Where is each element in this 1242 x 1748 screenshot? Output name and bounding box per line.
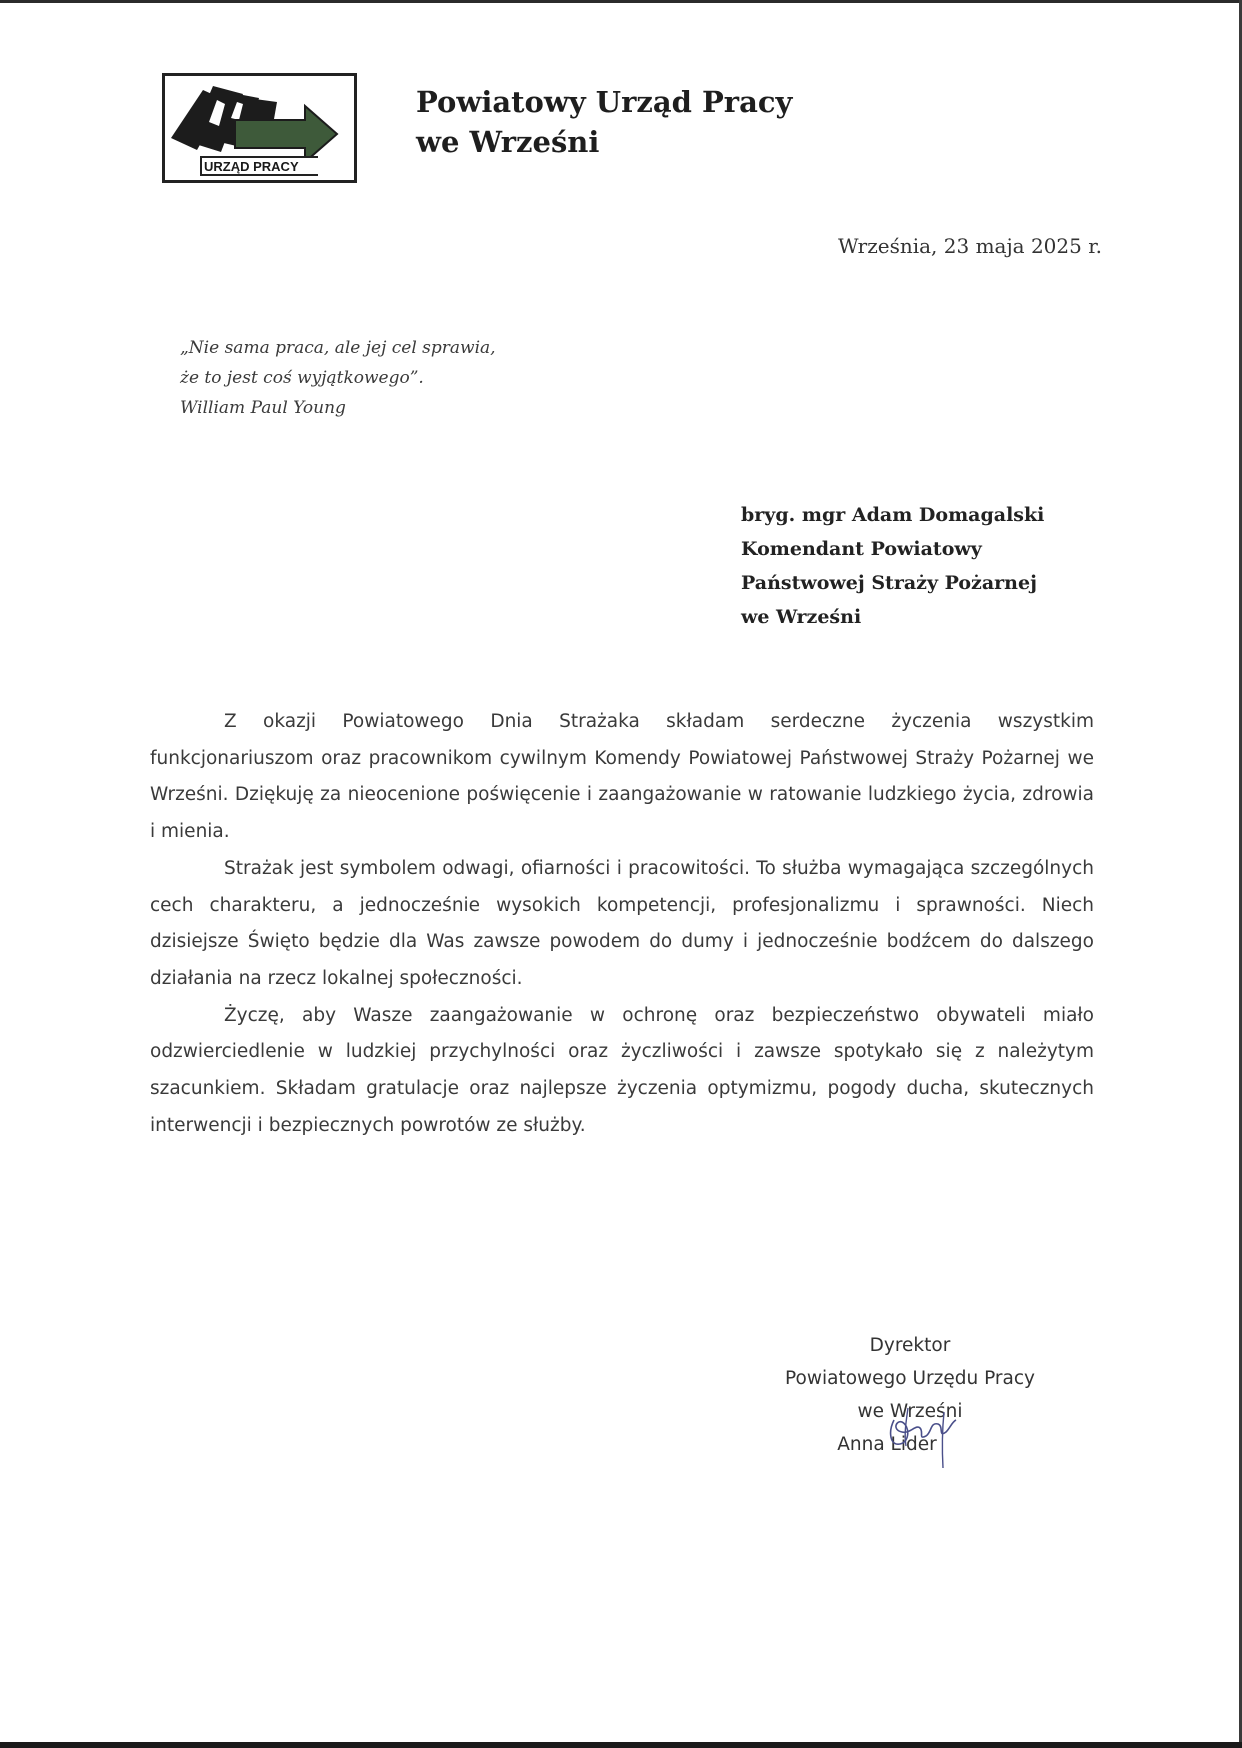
motto-line: że to jest coś wyjątkowego”. bbox=[180, 368, 424, 388]
recipient-address bbox=[741, 498, 1044, 634]
organization-title bbox=[416, 82, 792, 162]
motto-author: William Paul Young bbox=[180, 398, 346, 418]
org-title-line1: Powiatowy Urząd Pracy bbox=[416, 85, 793, 119]
recipient-line: bryg. mgr Adam Domagalski bbox=[741, 504, 1045, 526]
letter-date: Września, 23 maja 2025 r. bbox=[838, 234, 1102, 258]
body-paragraph: Życzę, aby Wasze zaangażowanie w ochronę oraz bezpieczeństwo obywateli miało odzwierciedlenie w ludzkiej przychylności oraz życzliwości i zawsze spotykało się z należytym szacunkiem. Składam gratulacje oraz najlepsze życzenia optymizmu, pogody ducha, skutecznych interwencji i bezpiecznych powrotów ze służby. bbox=[150, 1004, 1094, 1136]
scan-edge-bottom bbox=[0, 1742, 1242, 1748]
recipient-line: Państwowej Straży Pożarnej bbox=[741, 572, 1037, 594]
org-title-line2: we Wrześni bbox=[416, 125, 600, 159]
motto-quote bbox=[180, 333, 496, 423]
handwritten-signature-icon bbox=[880, 1402, 962, 1472]
recipient-line: Komendant Powiatowy bbox=[741, 538, 982, 560]
body-paragraph: Z okazji Powiatowego Dnia Strażaka składam serdeczne życzenia wszystkim funkcjonariuszom oraz pracownikom cywilnym Komendy Powiatowej Państwowej Straży Pożarnej we Wrześni. Dziękuję za nieocenione poświęcenie i zaangażowanie w ratowanie ludzkiego życia, zdrowia i mienia. bbox=[150, 711, 1094, 843]
office-logo bbox=[162, 73, 357, 183]
scan-edge-top bbox=[0, 0, 1242, 3]
signature-title: Dyrektor bbox=[869, 1335, 951, 1356]
motto-line: „Nie sama praca, ale jej cel sprawia, bbox=[180, 338, 496, 358]
body-paragraph: Strażak jest symbolem odwagi, ofiarności i pracowitości. To służba wymagająca szczególnych cech charakteru, a jednocześnie wysokich kompetencji, profesjonalizmu i sprawności. Niech dzisiejsze Święto będzie dla Was zawsze powodem do dumy i jednocześnie bodźcem do dalszego działania na rzecz lokalnej społeczności. bbox=[150, 857, 1094, 989]
signature-office-town: we Wrześni bbox=[857, 1401, 963, 1422]
logo-text: URZĄD PRACY bbox=[200, 156, 318, 176]
letter-body bbox=[150, 704, 1094, 1144]
signature-office: Powiatowego Urzędu Pracy bbox=[785, 1368, 1035, 1389]
signature-name: Anna Lider bbox=[837, 1434, 937, 1455]
recipient-line: we Wrześni bbox=[741, 606, 862, 628]
